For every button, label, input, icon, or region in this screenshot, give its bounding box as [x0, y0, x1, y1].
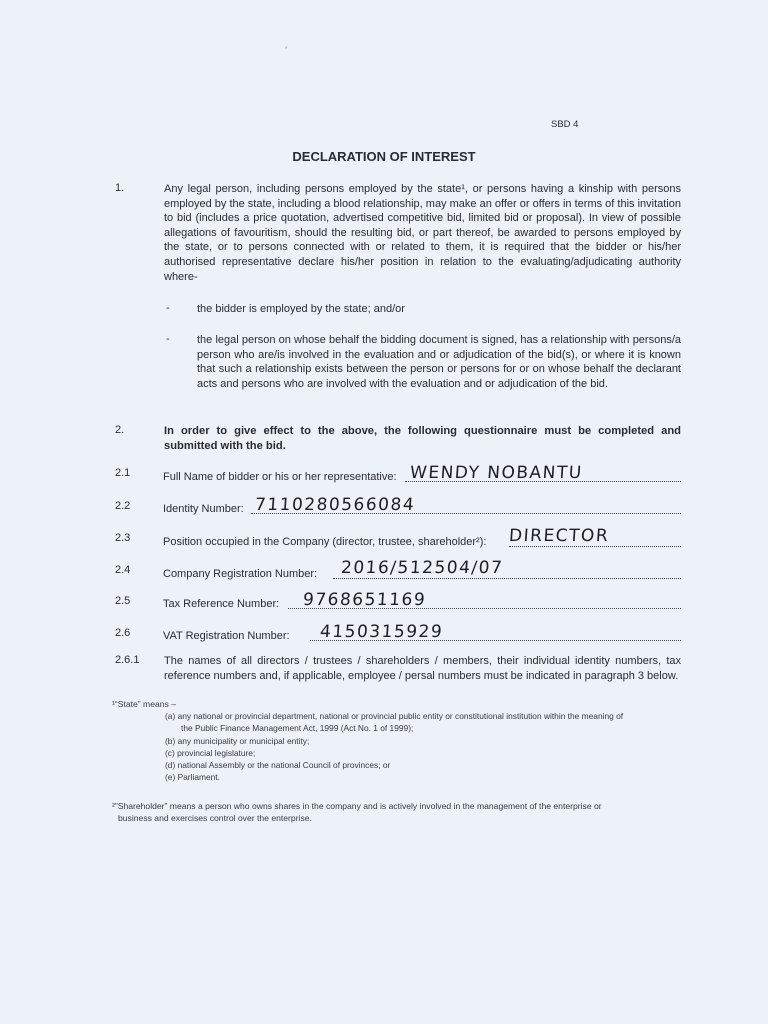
- section-1-number: 1.: [115, 182, 125, 194]
- section-1-text: Any legal person, including persons employed by the state¹, or persons having a kinship with persons employed by the state, including a blood relationship, may make an offer or offers in terms of this invitation to bid (includes a price quotation, advertised competitive bid, limited bid or proposal). In view of possible allegations of favouritism, should the resulting bid, or part thereof, be awarded to persons employed by the state, or to persons connected with or related to them, it is required that the bidder or his/her authorised representative declare his/her position in relation to the evaluating/adjudicating authority where-: [164, 183, 681, 283]
- bullet-2-text: the legal person on whose behalf the bidding document is signed, has a relationship with persons/a person who are/is involved in the evaluation and or adjudication of the bid(s), or where it is known that such a relationship exists between the person or persons for or on whose behalf the declarant acts and persons who are involved with the evaluation and or adjudication of the bid.: [197, 334, 681, 390]
- position-value[interactable]: DIRECTOR: [508, 526, 610, 546]
- field-number-2-6: 2.6: [115, 627, 131, 639]
- field-number-2-4: 2.4: [115, 564, 131, 576]
- field-row-full-name: [163, 465, 681, 485]
- field-row-position: [163, 526, 681, 550]
- section-2-number: 2.: [115, 424, 125, 436]
- tax-reference-value[interactable]: 9768651169: [302, 590, 427, 610]
- full-name-value[interactable]: WENDY NOBANTU: [409, 463, 584, 483]
- field-number-2-2: 2.2: [115, 500, 131, 512]
- footnote-state-item-e: (e) Parliament.: [165, 772, 220, 782]
- field-number-2-5: 2.5: [115, 595, 131, 607]
- document-code: SBD 4: [551, 119, 579, 130]
- identity-number-value[interactable]: 7110280566084: [254, 495, 416, 515]
- scan-mark: ’: [285, 45, 287, 55]
- footnote-state-heading: ¹“State” means –: [112, 699, 176, 709]
- field-number-2-3: 2.3: [115, 532, 131, 544]
- company-registration-value[interactable]: 2016/512504/07: [340, 558, 504, 578]
- footnote-state-item-a-cont: the Public Finance Management Act, 1999 (Act No. 1 of 1999);: [181, 723, 414, 733]
- field-label-vat-registration: VAT Registration Number:: [163, 630, 290, 642]
- footnote-state-item-d: (d) national Assembly or the national Council of provinces; or: [165, 760, 391, 770]
- field-row-tax-reference: [163, 592, 681, 612]
- field-row-identity-number: [163, 497, 681, 517]
- field-row-vat-registration: [163, 624, 681, 644]
- document-title: DECLARATION OF INTEREST: [292, 149, 476, 164]
- field-line-company-registration: [333, 578, 681, 579]
- field-line-position: [509, 546, 681, 547]
- section-2-text: In order to give effect to the above, the following questionnaire must be completed and submitted with the bid.: [164, 425, 681, 452]
- footnote-state-item-b: (b) any municipality or municipal entity;: [165, 736, 310, 746]
- field-label-company-registration: Company Registration Number:: [163, 568, 318, 580]
- footnote-state-item-a: (a) any national or provincial department, national or provincial public entity or constitutional institution within the meaning of: [165, 711, 624, 721]
- vat-registration-value[interactable]: 4150315929: [319, 622, 444, 642]
- section-2-6-1-text: The names of all directors / trustees / shareholders / members, their individual identity numbers, tax reference numbers and, if applicable, employee / persal numbers must be indicated in paragraph 3 below.: [164, 655, 681, 682]
- field-row-company-registration: [163, 558, 681, 582]
- field-number-2-1: 2.1: [115, 467, 131, 479]
- footnote-shareholder-line-2: business and exercises control over the enterprise.: [118, 813, 312, 823]
- bullet-dash-1: -: [166, 302, 170, 314]
- footnote-state-item-c: (c) provincial legislature;: [165, 748, 256, 758]
- bullet-1-text: the bidder is employed by the state; and/or: [197, 303, 405, 315]
- bullet-dash-2: -: [166, 333, 170, 345]
- field-label-identity-number: Identity Number:: [163, 503, 244, 515]
- field-label-position: Position occupied in the Company (director, trustee, shareholder²):: [163, 536, 487, 548]
- field-label-full-name: Full Name of bidder or his or her representative:: [163, 471, 397, 483]
- footnote-shareholder-line-1: ²”Shareholder” means a person who owns shares in the company and is actively involved in the management of the enterprise or: [112, 801, 602, 811]
- field-label-tax-reference: Tax Reference Number:: [163, 598, 280, 610]
- section-2-6-1-number: 2.6.1: [115, 654, 140, 666]
